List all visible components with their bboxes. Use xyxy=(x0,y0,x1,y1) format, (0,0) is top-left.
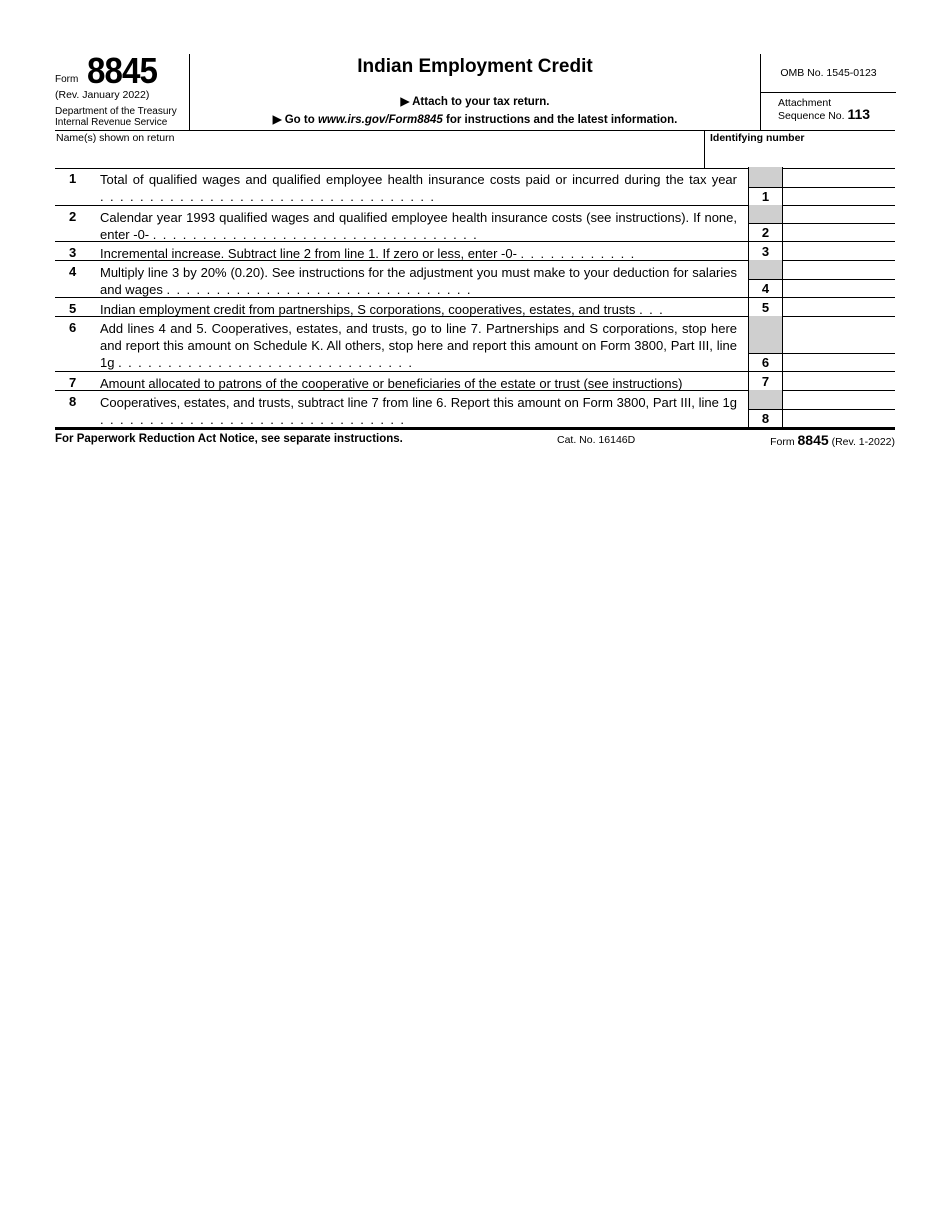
footer-form-id: Form 8845 (Rev. 1-2022) xyxy=(770,432,895,448)
amount-input-4[interactable] xyxy=(782,279,895,297)
form-line xyxy=(55,297,895,317)
line-box-label: 2 xyxy=(749,223,782,241)
line-number: 1 xyxy=(69,171,77,186)
dept-line-1: Department of the Treasury xyxy=(55,106,177,117)
line-box-label: 7 xyxy=(749,373,782,390)
revision-date: (Rev. January 2022) xyxy=(55,89,150,101)
form-label: Form xyxy=(55,74,79,85)
line-number: 7 xyxy=(69,375,77,390)
sequence-label: Sequence No. xyxy=(778,110,845,122)
line-box xyxy=(748,390,783,427)
line-box-label: 8 xyxy=(749,409,782,427)
line-number: 6 xyxy=(69,320,77,335)
line-box xyxy=(748,241,783,260)
amount-input-6[interactable] xyxy=(782,353,895,371)
form-line xyxy=(55,316,895,372)
amount-input-5[interactable] xyxy=(782,299,895,316)
irs-link[interactable]: www.irs.gov/Form8845 xyxy=(317,114,443,126)
amount-input-1[interactable] xyxy=(782,187,895,205)
goto-suffix: for instructions and the latest information. xyxy=(442,114,678,126)
line-text: Indian employment credit from partnerships, S corporations, cooperatives, estates, and trusts ... xyxy=(100,302,670,317)
line-text: Total of qualified wages and qualified employee health insurance costs paid or incurred during the tax year .................................. xyxy=(100,172,737,204)
line-number: 8 xyxy=(69,394,77,409)
line-text: Amount allocated to patrons of the cooperative or beneficiaries of the estate or trust (see instructions) xyxy=(100,376,683,391)
line-box-label: 1 xyxy=(749,187,782,205)
form-title: Indian Employment Credit xyxy=(357,56,593,77)
attachment-sequence xyxy=(778,98,870,122)
amount-input-3[interactable] xyxy=(782,243,895,260)
line-number: 4 xyxy=(69,264,77,279)
title-block xyxy=(190,54,760,130)
line-box xyxy=(748,205,783,241)
names-field[interactable] xyxy=(55,131,705,168)
omb-block xyxy=(760,54,896,130)
line-box xyxy=(748,260,783,297)
goto-prefix: ▶ Go to xyxy=(272,114,318,126)
identifying-number-label: Identifying number xyxy=(710,132,805,144)
line-number: 3 xyxy=(69,245,77,260)
line-text: Add lines 4 and 5. Cooperatives, estates, and trusts, go to line 7. Partnerships and S corporations, stop here and report this amount on Schedule K. All others, stop here and report this amount on Form 3800, Part III, line 1g .............................. xyxy=(100,321,737,370)
line-box-label: 3 xyxy=(749,243,782,260)
taxpayer-info-row xyxy=(55,130,895,169)
line-box xyxy=(748,167,783,205)
amount-input-2[interactable] xyxy=(782,223,895,241)
agency xyxy=(55,106,177,128)
goto-instruction xyxy=(190,112,760,126)
sequence-number: 113 xyxy=(847,106,871,122)
form-number: 8845 xyxy=(87,50,158,91)
line-text: Calendar year 1993 qualified wages and qualified employee health insurance costs (see instructions). If none, enter -0- ................................. xyxy=(100,210,737,242)
line-box-label: 5 xyxy=(749,299,782,316)
amount-input-8[interactable] xyxy=(782,409,895,427)
form-footer xyxy=(55,428,895,450)
dept-line-2: Internal Revenue Service xyxy=(55,117,168,128)
line-box-label: 4 xyxy=(749,279,782,297)
line-box xyxy=(748,371,783,390)
catalog-number: Cat. No. 16146D xyxy=(557,434,636,446)
line-number: 5 xyxy=(69,301,77,316)
form-line xyxy=(55,260,895,298)
form-line xyxy=(55,390,895,428)
form-header xyxy=(55,50,895,130)
attach-instruction: ▶ Attach to your tax return. xyxy=(400,96,550,108)
form-line xyxy=(55,241,895,261)
line-number: 2 xyxy=(69,209,77,224)
form-line xyxy=(55,205,895,242)
paperwork-notice: For Paperwork Reduction Act Notice, see separate instructions. xyxy=(55,433,403,445)
line-box-label: 6 xyxy=(749,353,782,371)
line-text: Incremental increase. Subtract line 2 from line 1. If zero or less, enter -0- ............ xyxy=(100,246,641,261)
line-box xyxy=(748,297,783,316)
names-label: Name(s) shown on return xyxy=(56,132,175,144)
line-text: Multiply line 3 by 20% (0.20). See instructions for the adjustment you must make to your deduction for salaries and wages ............................... xyxy=(100,265,737,297)
line-box xyxy=(748,316,783,371)
omb-number: OMB No. 1545-0123 xyxy=(761,54,896,93)
line-text: Cooperatives, estates, and trusts, subtract line 7 from line 6. Report this amount on Form 3800, Part III, line 1g ............................... xyxy=(100,395,737,427)
form-line xyxy=(55,167,895,206)
attachment-label: Attachment xyxy=(778,97,832,109)
form-line xyxy=(55,371,895,391)
form-id-block xyxy=(55,50,190,130)
amount-input-7[interactable] xyxy=(782,373,895,390)
